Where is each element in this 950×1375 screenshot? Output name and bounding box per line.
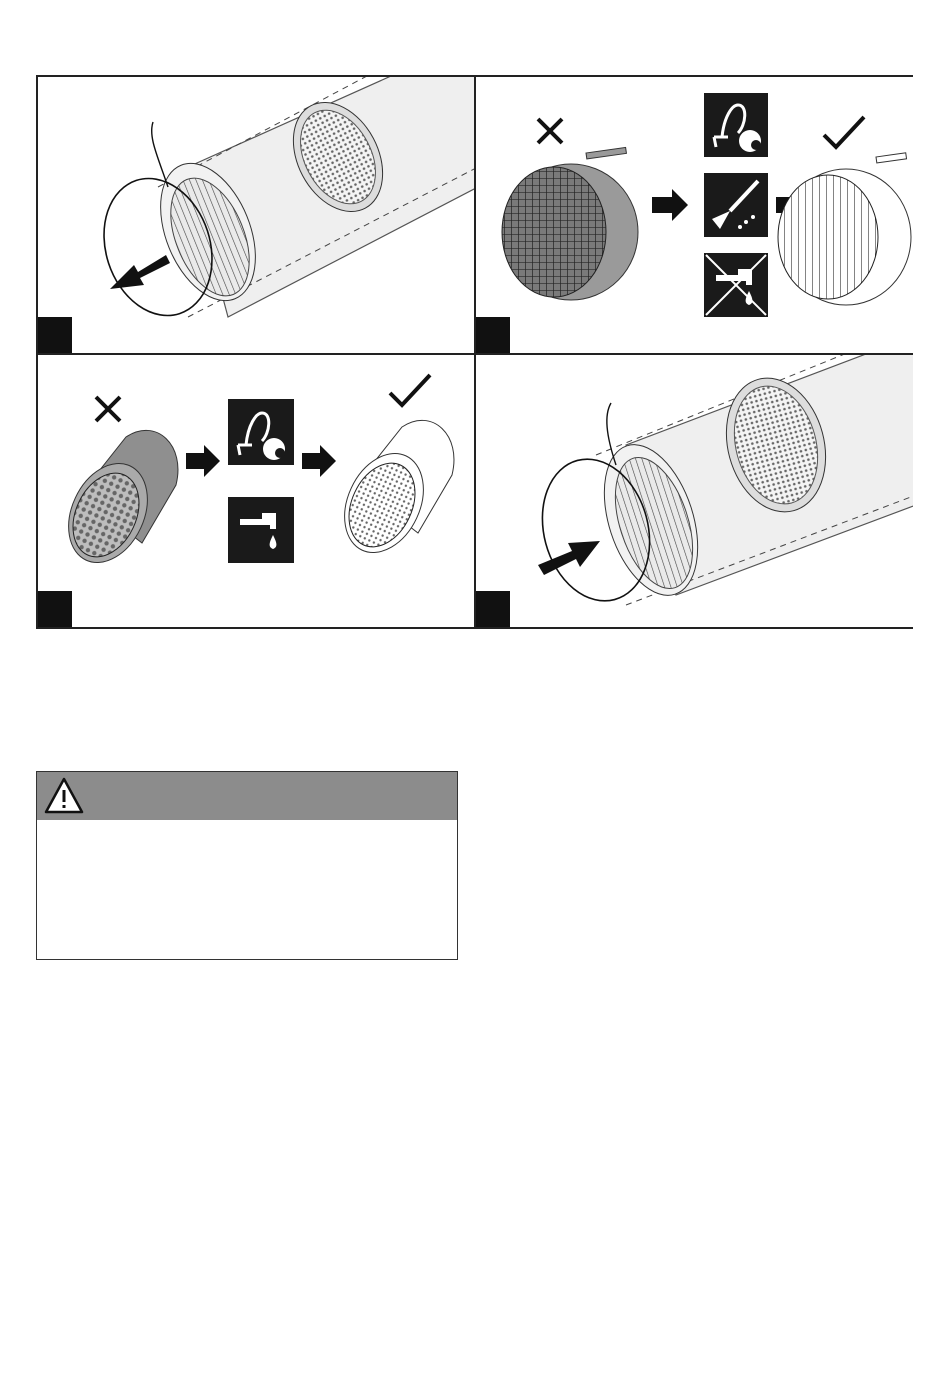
clean-grease-filter (778, 153, 911, 305)
warning-box (36, 771, 458, 960)
arrow-icon (652, 189, 688, 221)
step-number-box-1 (38, 317, 72, 353)
water-tap-forbidden-icon (704, 253, 768, 317)
clean-odour-filter (329, 420, 454, 565)
step-number-box-4 (476, 591, 510, 627)
water-tap-icon (228, 497, 294, 563)
arrow-icon (186, 445, 220, 477)
not-allowed-icon (96, 397, 120, 421)
dirty-odour-filter (53, 430, 178, 575)
instruction-figure (36, 75, 913, 629)
not-allowed-icon (538, 119, 562, 143)
filter-removal-illustration (38, 77, 474, 353)
grease-filter-cleaning-illustration (476, 77, 913, 353)
arrow-icon (302, 445, 336, 477)
filter-insertion-illustration (476, 355, 913, 627)
odour-filter-cleaning-illustration (38, 355, 474, 627)
step-number-box-2 (476, 317, 510, 353)
warning-header (37, 772, 457, 820)
brush-icon (704, 173, 768, 237)
panel-step-2 (476, 77, 913, 353)
vacuum-cleaner-icon (228, 399, 294, 465)
panel-step-4 (476, 355, 913, 627)
allowed-check-icon (824, 117, 864, 147)
allowed-check-icon (390, 375, 430, 405)
vacuum-cleaner-icon (704, 93, 768, 157)
dirty-grease-filter (502, 147, 638, 300)
panel-step-1 (38, 77, 474, 353)
step-number-box-3 (38, 591, 72, 627)
panel-step-3 (38, 355, 474, 627)
warning-triangle-icon (43, 776, 85, 816)
